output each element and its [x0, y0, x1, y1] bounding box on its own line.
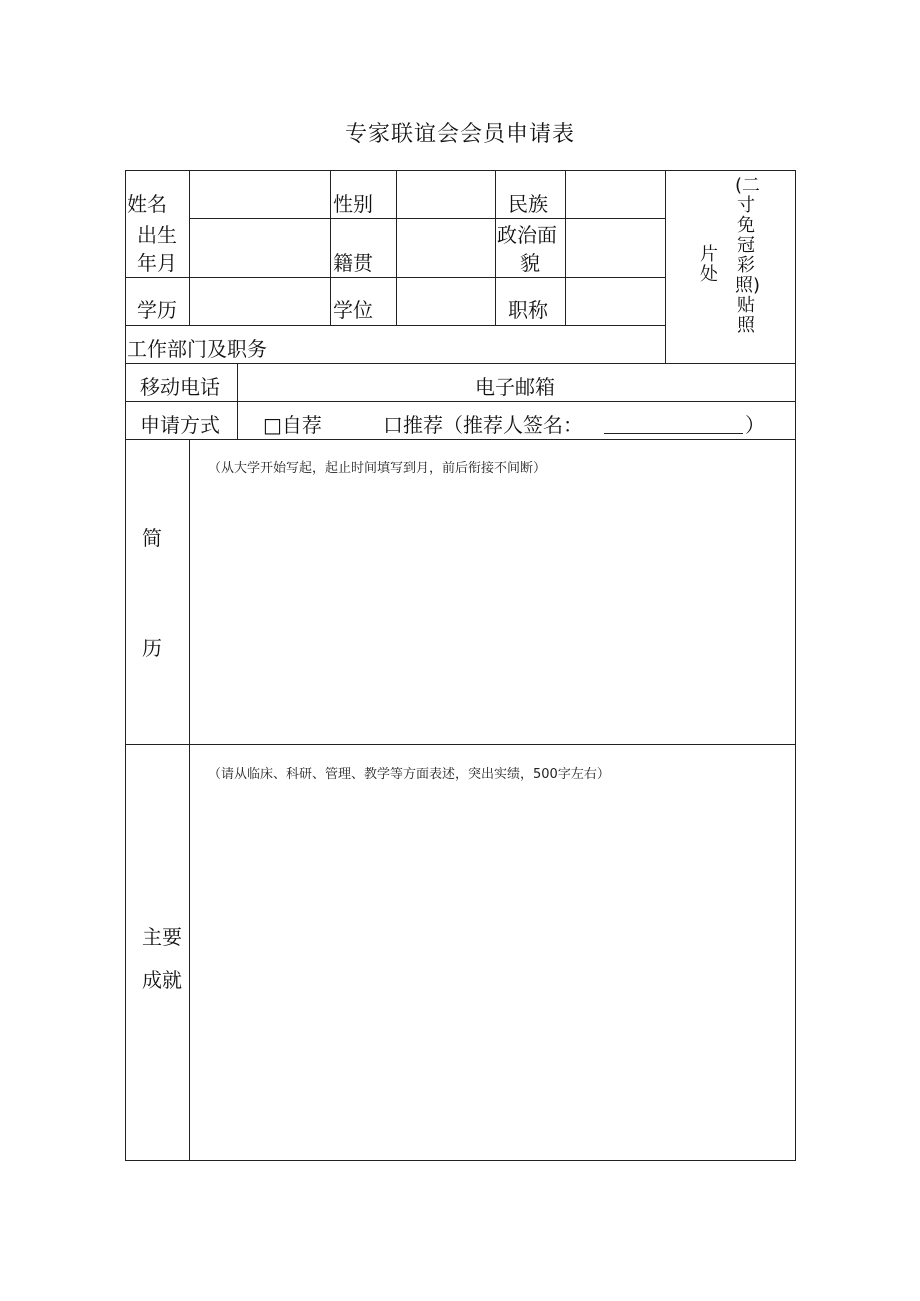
- col-divider: [330, 170, 331, 326]
- gender-label: 性别: [333, 192, 373, 216]
- recommender-signature-line[interactable]: [604, 433, 743, 434]
- table-border-right: [795, 170, 796, 1161]
- achievements-hint: （请从临床、科研、管理、教学等方面表述，突出实绩，500字左右）: [208, 767, 610, 782]
- achievements-label-2: 成就: [142, 968, 182, 992]
- self-recommend-checkbox[interactable]: □自荐: [263, 413, 322, 437]
- birth-label-line2: 年月: [137, 251, 177, 275]
- political-label-line2: 貌: [520, 251, 540, 275]
- col-divider: [495, 170, 496, 326]
- table-border-bottom: [125, 1160, 796, 1161]
- photo-cell-left-border: [665, 170, 666, 364]
- title-rank-label: 职称: [508, 298, 548, 322]
- col-divider: [565, 170, 566, 326]
- native-place-label: 籍贯: [333, 251, 373, 275]
- mobile-label: 移动电话: [140, 375, 220, 399]
- birth-label-line1: 出生: [137, 223, 177, 247]
- resume-label-1: 简: [142, 526, 162, 550]
- table-border-top: [125, 170, 796, 171]
- row-divider: [125, 744, 796, 745]
- row-divider: [189, 218, 665, 219]
- resume-label-2: 历: [142, 636, 162, 660]
- apply-method-label: 申请方式: [140, 413, 220, 437]
- recommend-close-paren: ）: [745, 413, 765, 437]
- achievements-label-1: 主要: [142, 925, 182, 949]
- photo-label-left: 片处: [700, 244, 718, 285]
- col-divider: [396, 170, 397, 326]
- political-label-line1: 政治面: [497, 223, 557, 247]
- degree-label: 学位: [333, 298, 373, 322]
- col-divider: [189, 439, 190, 1161]
- col-divider: [189, 170, 190, 326]
- page-title: 专家联谊会会员申请表: [344, 122, 575, 147]
- recommend-checkbox[interactable]: 口推荐（推荐人签名：: [383, 413, 583, 437]
- col-divider: [237, 363, 238, 440]
- name-label: 姓名: [127, 192, 167, 216]
- row-divider: [125, 277, 665, 278]
- row-divider: [125, 401, 796, 402]
- email-label: 电子邮箱: [475, 375, 555, 399]
- row-divider: [125, 325, 665, 326]
- department-label: 工作部门及职务: [127, 337, 267, 361]
- resume-hint: （从大学开始写起，起止时间填写到月，前后衔接不间断）: [208, 461, 547, 476]
- ethnicity-label: 民族: [508, 192, 548, 216]
- education-label: 学历: [137, 298, 177, 322]
- table-border-left: [125, 170, 126, 1161]
- photo-label-right: (二寸免冠彩照)贴照: [735, 175, 761, 336]
